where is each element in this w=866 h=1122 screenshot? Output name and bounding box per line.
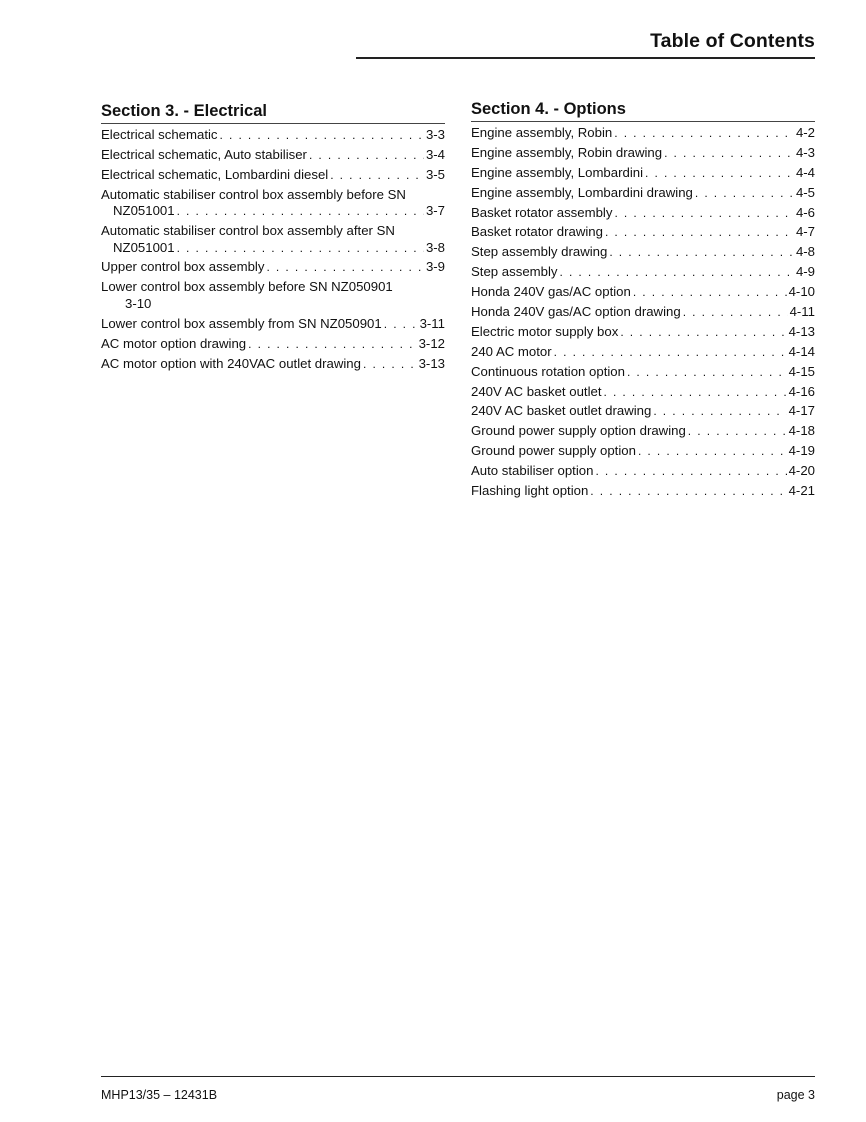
toc-entry[interactable] xyxy=(471,145,815,162)
toc-page-number: 4-13 xyxy=(788,323,815,339)
toc-entry[interactable] xyxy=(471,125,815,142)
toc-entry-title: Honda 240V gas/AC option drawing xyxy=(471,304,681,320)
dot-leader xyxy=(695,185,794,202)
section-title: Section 3. - Electrical xyxy=(101,102,445,124)
toc-entry-title: AC motor option with 240VAC outlet drawing xyxy=(101,355,361,371)
toc-entry[interactable] xyxy=(471,205,815,222)
toc-entry-title: Ground power supply option xyxy=(471,443,636,459)
toc-list xyxy=(101,127,445,372)
toc-entry[interactable] xyxy=(471,185,815,202)
dot-leader xyxy=(633,284,787,301)
dot-leader xyxy=(638,443,787,460)
toc-entry-title-continued: NZ051001 xyxy=(113,203,175,219)
dot-leader xyxy=(664,145,794,162)
toc-entry-title: Step assembly drawing xyxy=(471,244,608,260)
toc-page-number: 4-21 xyxy=(788,483,815,499)
dot-leader xyxy=(266,259,423,276)
toc-page-number: 4-15 xyxy=(788,363,815,379)
toc-entry[interactable] xyxy=(101,356,445,373)
dot-leader xyxy=(220,127,424,144)
dot-leader xyxy=(595,463,786,480)
toc-page-number: 4-9 xyxy=(795,264,815,280)
toc-entry[interactable] xyxy=(101,336,445,353)
toc-entry-title: Step assembly xyxy=(471,264,558,280)
dot-leader xyxy=(683,304,788,321)
toc-entry-title: Electrical schematic xyxy=(101,127,218,142)
toc-entry[interactable] xyxy=(471,403,815,420)
toc-page-number: 3-5 xyxy=(425,166,445,182)
toc-page-number: 4-6 xyxy=(795,204,815,220)
dot-leader xyxy=(384,316,418,333)
toc-page-number: 3-4 xyxy=(425,146,445,162)
toc-entry-title: Engine assembly, Robin xyxy=(471,125,613,140)
toc-page-number: 3-11 xyxy=(419,315,445,331)
toc-entry[interactable] xyxy=(101,279,445,312)
section-title: Section 4. - Options xyxy=(471,100,815,122)
dot-leader xyxy=(309,147,424,164)
dot-leader xyxy=(653,403,786,420)
toc-entry-title: Automatic stabiliser control box assembly before SN xyxy=(101,186,406,202)
toc-page-number: 4-11 xyxy=(789,304,815,320)
toc-page-number: 4-10 xyxy=(788,284,815,300)
toc-page-number: 4-7 xyxy=(795,224,815,240)
toc-page-number: 3-13 xyxy=(418,355,445,371)
toc-entry-title: Basket rotator assembly xyxy=(471,204,613,220)
toc-entry[interactable] xyxy=(471,423,815,440)
toc-entry-title: Electric motor supply box xyxy=(471,323,619,339)
toc-entry-title: Flashing light option xyxy=(471,483,589,499)
toc-entry-title: Automatic stabiliser control box assembly after SN xyxy=(101,223,395,239)
toc-page-number: 3-12 xyxy=(418,335,445,351)
toc-entry[interactable] xyxy=(471,264,815,281)
dot-leader xyxy=(614,125,794,142)
page-number: page 3 xyxy=(776,1088,815,1102)
toc-entry[interactable] xyxy=(101,223,445,256)
toc-entry-title: 240V AC basket outlet drawing xyxy=(471,403,652,419)
toc-entry-title: Basket rotator drawing xyxy=(471,224,603,240)
toc-entry[interactable] xyxy=(101,127,445,144)
toc-entry[interactable] xyxy=(471,463,815,480)
toc-entry-title: Continuous rotation option xyxy=(471,363,625,379)
section-4-column xyxy=(471,100,815,503)
toc-entry-title: Engine assembly, Lombardini xyxy=(471,164,644,180)
dot-leader xyxy=(248,336,416,353)
header-rule xyxy=(356,57,815,59)
toc-entry[interactable] xyxy=(101,259,445,276)
dot-leader xyxy=(627,364,787,381)
toc-entry[interactable] xyxy=(471,384,815,401)
toc-page-number: 4-4 xyxy=(795,164,815,180)
dot-leader xyxy=(604,384,787,401)
toc-page-number: 4-19 xyxy=(788,443,815,459)
toc-list xyxy=(471,125,815,500)
toc-page-number: 3-9 xyxy=(425,259,445,275)
toc-entry[interactable] xyxy=(471,284,815,301)
toc-page-number: 3-7 xyxy=(425,203,445,219)
toc-entry[interactable] xyxy=(471,364,815,381)
dot-leader xyxy=(177,203,424,220)
toc-page-number: 4-5 xyxy=(795,184,815,200)
toc-entry-title: Engine assembly, Lombardini drawing xyxy=(471,184,693,200)
toc-entry[interactable] xyxy=(471,344,815,361)
toc-entry[interactable] xyxy=(101,167,445,184)
dot-leader xyxy=(560,264,794,281)
toc-page-number: 4-18 xyxy=(788,423,815,439)
toc-page-number: 4-8 xyxy=(795,244,815,260)
toc-entry-title: Ground power supply option drawing xyxy=(471,423,686,439)
section-3-column xyxy=(101,102,445,375)
toc-entry-title: AC motor option drawing xyxy=(101,335,247,351)
dot-leader xyxy=(330,167,424,184)
toc-entry[interactable] xyxy=(471,443,815,460)
toc-entry[interactable] xyxy=(471,224,815,241)
toc-page-number: 4-16 xyxy=(788,383,815,399)
toc-entry-title: Auto stabiliser option xyxy=(471,463,594,479)
toc-page-number: 4-14 xyxy=(788,343,815,359)
dot-leader xyxy=(645,165,794,182)
toc-page-number: 3-3 xyxy=(425,127,445,142)
toc-entry[interactable] xyxy=(471,165,815,182)
toc-entry-title: Engine assembly, Robin drawing xyxy=(471,144,663,160)
toc-entry-title: 240V AC basket outlet xyxy=(471,383,602,399)
dot-leader xyxy=(614,205,793,222)
dot-leader xyxy=(554,344,787,361)
toc-entry[interactable] xyxy=(471,483,815,500)
toc-entry-title-continued: NZ051001 xyxy=(113,239,175,255)
toc-page-number: 4-17 xyxy=(788,403,815,419)
toc-entry[interactable] xyxy=(101,316,445,333)
toc-page-number: 4-2 xyxy=(795,125,815,140)
toc-entry-title: Lower control box assembly from SN NZ050901 xyxy=(101,315,382,331)
dot-leader xyxy=(177,240,424,257)
toc-entry-title: Electrical schematic, Lombardini diesel xyxy=(101,166,329,182)
toc-entry-title: Lower control box assembly before SN NZ050901 xyxy=(101,279,393,295)
toc-entry[interactable] xyxy=(471,324,815,341)
toc-entry[interactable] xyxy=(101,187,445,220)
toc-entry[interactable] xyxy=(101,147,445,164)
toc-entry[interactable] xyxy=(471,304,815,321)
dot-leader xyxy=(620,324,786,341)
dot-leader xyxy=(363,356,417,373)
dot-leader xyxy=(609,244,794,261)
dot-leader xyxy=(590,483,786,500)
dot-leader xyxy=(688,423,787,440)
toc-page-number: 3-8 xyxy=(425,239,445,255)
dot-leader xyxy=(605,224,794,241)
toc-entry-title: 240 AC motor xyxy=(471,343,552,359)
toc-entry-title: Electrical schematic, Auto stabiliser xyxy=(101,146,307,162)
toc-entry-title: Honda 240V gas/AC option xyxy=(471,284,631,300)
toc-entry[interactable] xyxy=(471,244,815,261)
document-id: MHP13/35 – 12431B xyxy=(101,1088,218,1102)
page-title: Table of Contents xyxy=(650,30,815,52)
toc-page-number: 4-20 xyxy=(788,463,815,479)
toc-page-number: 4-3 xyxy=(795,144,815,160)
toc-page-number: 3-10 xyxy=(125,295,152,311)
footer-rule xyxy=(101,1076,815,1077)
toc-entry-title: Upper control box assembly xyxy=(101,259,265,275)
